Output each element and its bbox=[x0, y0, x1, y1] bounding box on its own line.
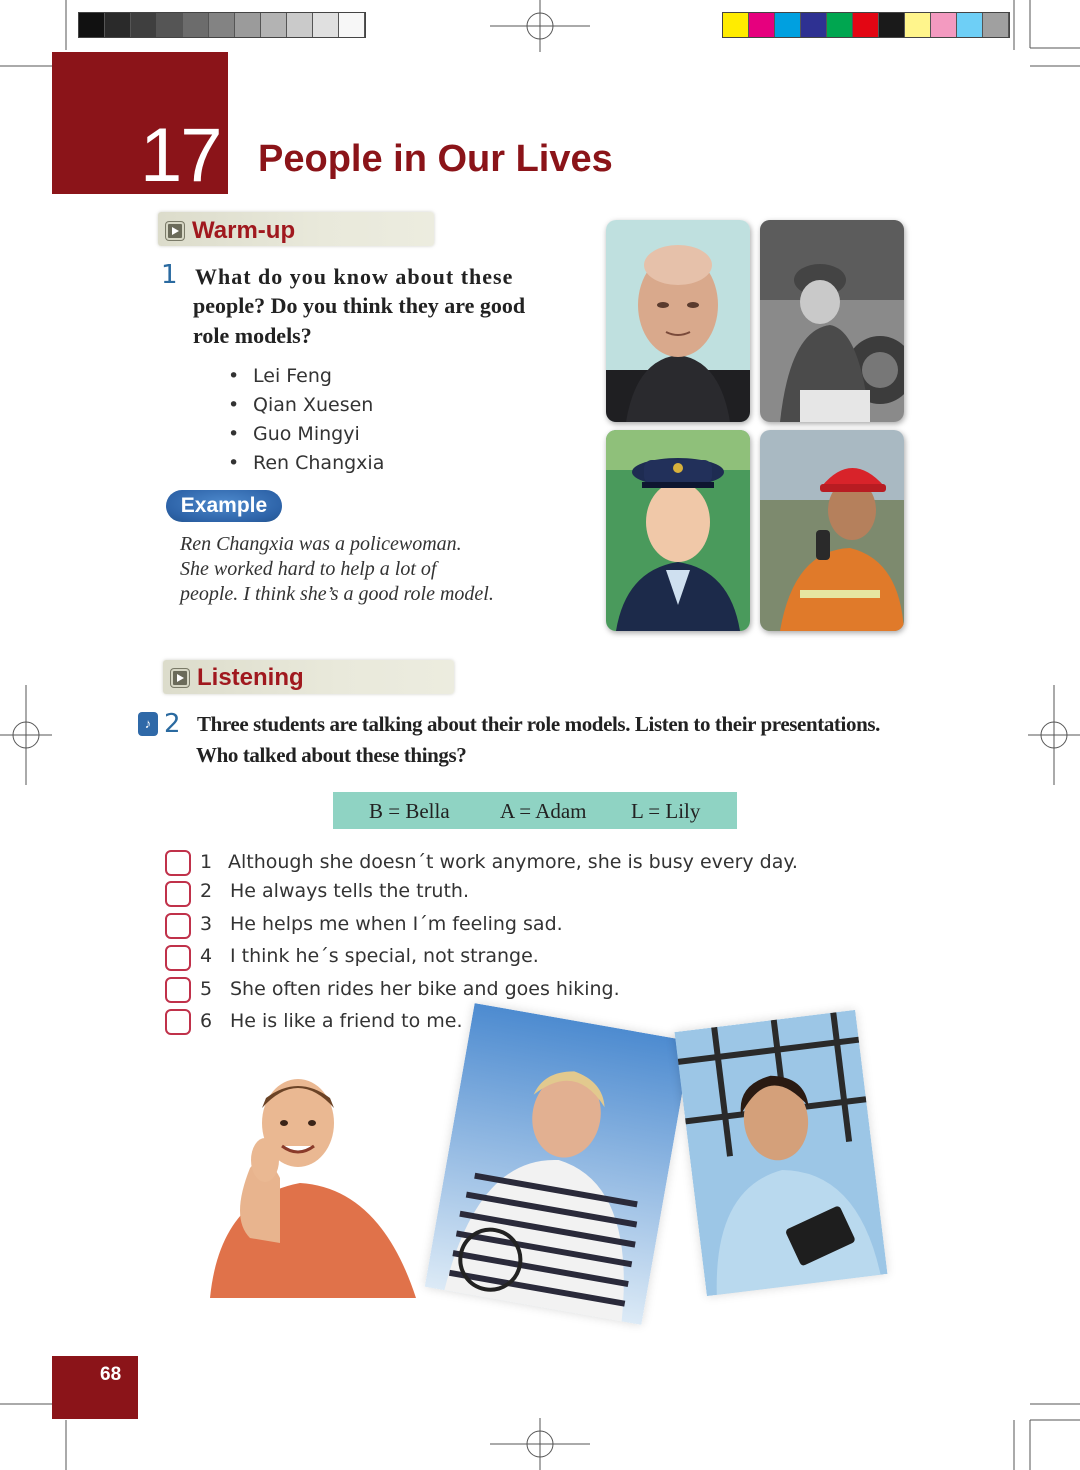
item-text: He always tells the truth. bbox=[230, 880, 469, 902]
unit-number: 17 bbox=[140, 113, 221, 198]
example-line: Ren Changxia was a policewoman. bbox=[180, 533, 462, 555]
item-number: 6 bbox=[200, 1010, 213, 1032]
item-text: I think he´s special, not strange. bbox=[230, 945, 539, 967]
list-item: • Guo Mingyi bbox=[228, 423, 360, 445]
item-text: He is like a friend to me. bbox=[230, 1010, 463, 1032]
answer-checkbox[interactable] bbox=[165, 945, 191, 971]
answer-checkbox[interactable] bbox=[165, 850, 191, 876]
portrait-photo-guo-mingyi bbox=[760, 430, 904, 631]
list-item: • Ren Changxia bbox=[228, 452, 385, 474]
list-item: • Qian Xuesen bbox=[228, 394, 374, 416]
exercise-2-number: 2 bbox=[164, 709, 181, 739]
answer-checkbox[interactable] bbox=[165, 977, 191, 1003]
unit-title: People in Our Lives bbox=[258, 138, 613, 180]
person-name: Lei Feng bbox=[253, 365, 332, 387]
people-list bbox=[228, 362, 384, 478]
warmup-label: Warm-up bbox=[192, 217, 296, 244]
item-number: 2 bbox=[200, 880, 213, 902]
exercise-1-instruction-line-3: role models? bbox=[193, 323, 312, 348]
exercise-1-instruction-line-2: people? Do you think they are good bbox=[193, 293, 526, 318]
answer-checkbox[interactable] bbox=[165, 1009, 191, 1035]
play-icon bbox=[166, 222, 184, 240]
person-name: Ren Changxia bbox=[253, 452, 385, 474]
exercise-2-instruction-line-1: Three students are talking about their role models. Listen to their presentations. bbox=[197, 712, 880, 736]
item-number: 3 bbox=[200, 913, 213, 935]
item-number: 1 bbox=[200, 851, 213, 873]
person-name: Qian Xuesen bbox=[253, 394, 374, 416]
person-name: Guo Mingyi bbox=[253, 423, 360, 445]
portrait-photo-lei-feng bbox=[760, 220, 904, 422]
page-number-block bbox=[52, 1356, 138, 1419]
item-text: Although she doesn´t work anymore, she is busy every day. bbox=[228, 851, 798, 873]
answer-checkbox[interactable] bbox=[165, 913, 191, 939]
example-text bbox=[180, 532, 540, 607]
exercise-1-number: 1 bbox=[161, 260, 178, 290]
audio-cd-icon[interactable]: ♪ bbox=[138, 712, 158, 736]
photo-lily bbox=[674, 1010, 887, 1296]
answer-checkbox[interactable] bbox=[165, 881, 191, 907]
speaker-key bbox=[333, 792, 737, 829]
key-lily: L = Lily bbox=[631, 799, 701, 823]
example-line: people. I think she’s a good role model. bbox=[180, 583, 494, 605]
photo-adam bbox=[210, 1068, 416, 1298]
portrait-photo-qian-xuesen bbox=[606, 220, 750, 422]
example-badge: Example bbox=[166, 490, 282, 522]
play-icon bbox=[171, 669, 189, 687]
list-item: • Lei Feng bbox=[228, 365, 332, 387]
item-text: He helps me when I´m feeling sad. bbox=[230, 913, 563, 935]
portrait-photo-ren-changxia bbox=[606, 430, 750, 631]
item-number: 5 bbox=[200, 978, 213, 1000]
exercise-1-instruction-line-1: What do you know about these bbox=[195, 264, 514, 289]
example-line: She worked hard to help a lot of bbox=[180, 558, 437, 580]
key-bella: B = Bella bbox=[369, 799, 450, 823]
item-number: 4 bbox=[200, 945, 213, 967]
item-text: She often rides her bike and goes hiking. bbox=[230, 978, 620, 1000]
listening-label: Listening bbox=[197, 664, 304, 691]
key-adam: A = Adam bbox=[500, 799, 587, 823]
page-number: 68 bbox=[100, 1364, 122, 1385]
exercise-2-instruction-line-2: Who talked about these things? bbox=[196, 743, 467, 767]
